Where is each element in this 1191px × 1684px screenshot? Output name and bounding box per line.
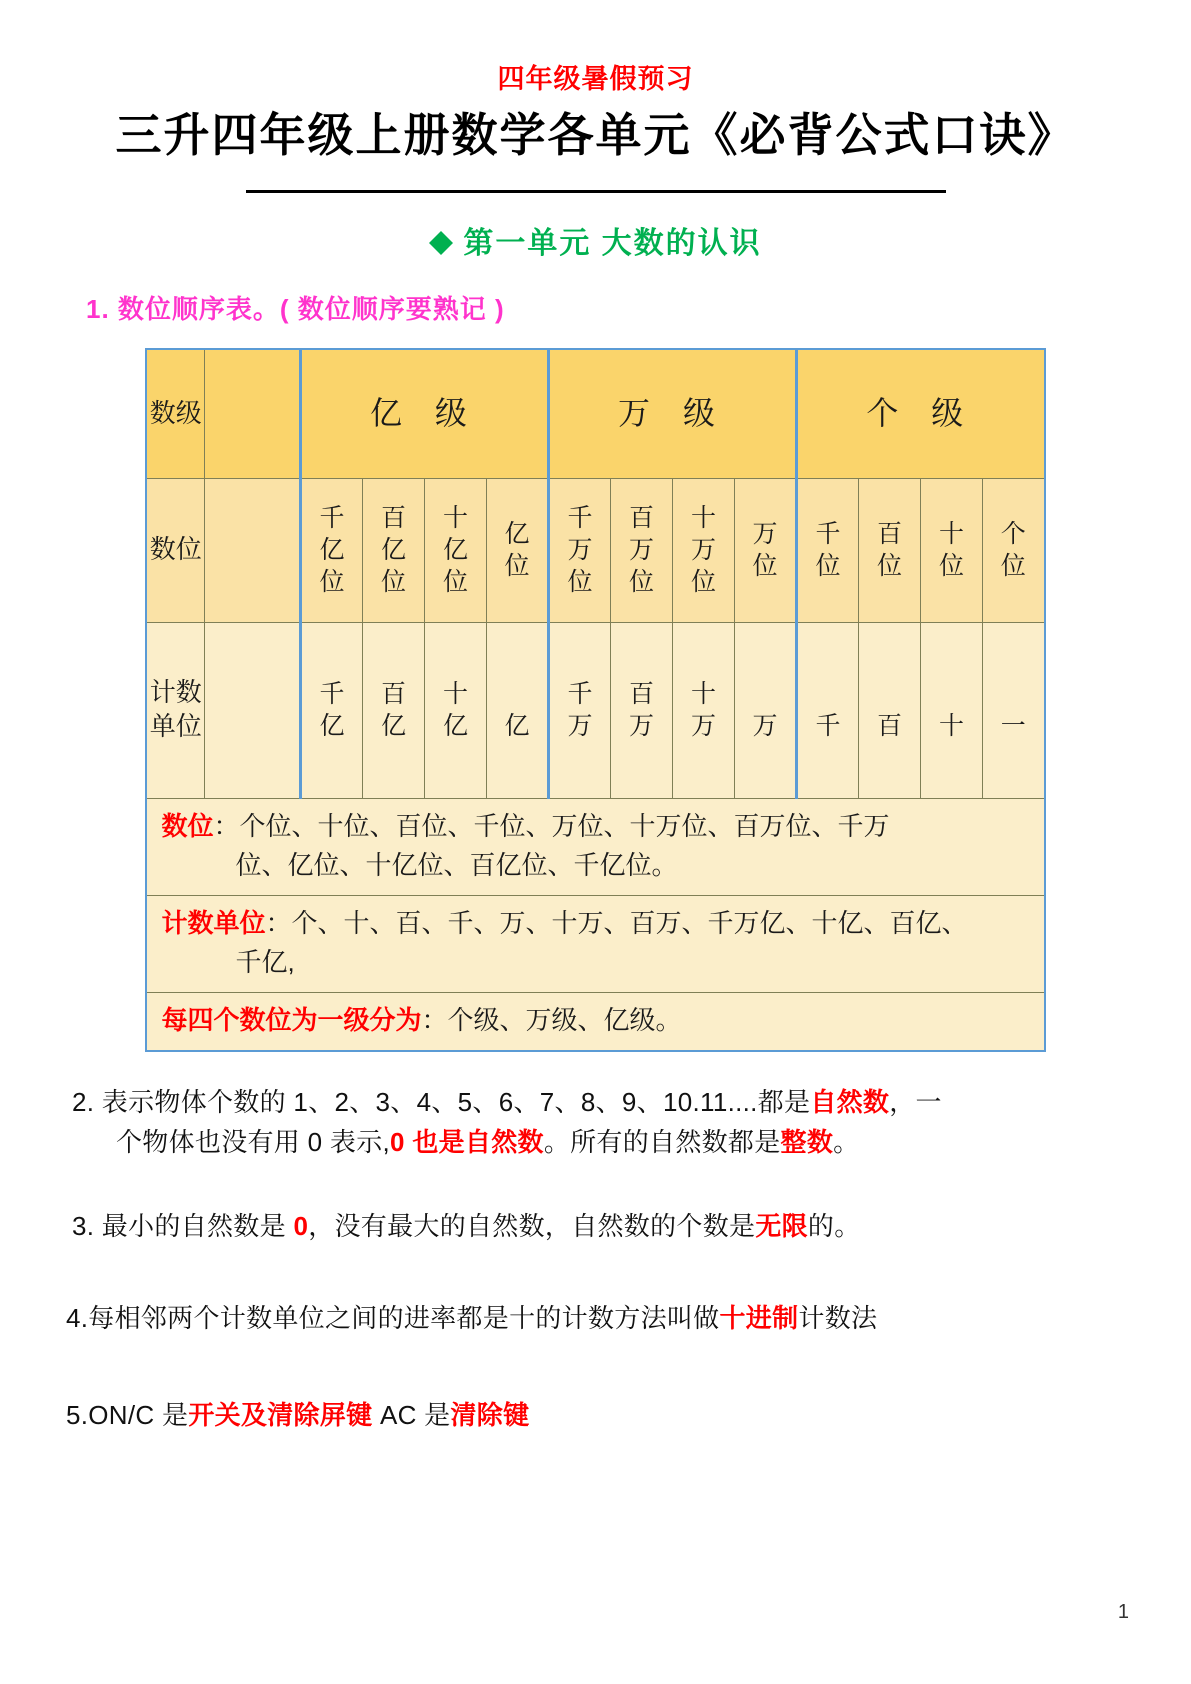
p2-line1-red: 自然数 (810, 1086, 890, 1117)
note-2-cell (146, 895, 1044, 992)
row-label-unit (146, 622, 204, 798)
unit-cell-0 (300, 622, 362, 798)
note-1-colon: ： (213, 810, 240, 841)
pos-2-b: 亿 (442, 536, 468, 565)
pos-9-c: 位 (877, 552, 903, 581)
table-note-row-3 (146, 992, 1044, 1051)
pos-0-a: 千 (319, 504, 345, 533)
p2-line2-c: 。 (833, 1126, 860, 1157)
pos-5-a: 百 (628, 504, 654, 533)
p3-red2: 无限 (755, 1211, 808, 1242)
pos-5-c: 位 (628, 568, 654, 597)
unit-cell-4 (548, 622, 610, 798)
note-1-cell (146, 798, 1044, 895)
unit-11-b: 一 (1000, 712, 1026, 741)
position-cell-10 (921, 478, 983, 622)
page-number: 1 (1117, 1601, 1129, 1623)
p3-c: 的。 (807, 1211, 861, 1242)
pos-11-c: 位 (1000, 552, 1026, 581)
pos-6-c: 位 (690, 568, 716, 597)
pos-8-b: 千 (815, 520, 841, 549)
p5-red2: 清除键 (450, 1399, 530, 1430)
pos-0-b: 亿 (319, 536, 345, 565)
unit-3-b: 亿 (504, 712, 530, 741)
unit-6-b: 万 (690, 712, 716, 741)
paragraph-3 (72, 1206, 1131, 1246)
item-1-heading: 1. 数位顺序表。( 数位顺序要熟记 ) (86, 293, 505, 324)
position-cell-5 (610, 478, 672, 622)
unit-cell-2 (424, 622, 486, 798)
pos-0-c: 位 (319, 568, 345, 597)
unit-cell-9 (859, 622, 921, 798)
paragraph-2 (72, 1082, 1131, 1163)
unit-8-b: 千 (815, 712, 841, 741)
p4-b: 计数法 (798, 1303, 878, 1334)
p2-line1-a: 2. 表示物体个数的 1、2、3、4、5、6、7、8、9、10.11....都是 (72, 1086, 811, 1117)
note-3-line1: 个级、万级、亿级。 (447, 1004, 682, 1035)
unit-blank-cell (204, 622, 300, 798)
note-2-line1: 个、十、百、千、万、十万、百万、千万亿、十亿、百亿、 (291, 907, 968, 938)
unit-2-a: 十 (442, 680, 468, 709)
unit-4-a: 千 (567, 680, 593, 709)
pos-3-b: 亿 (504, 520, 530, 549)
table-note-row-1 (146, 798, 1044, 895)
unit-1-b: 亿 (380, 712, 406, 741)
unit-1-a: 百 (380, 680, 406, 709)
unit-6-a: 十 (690, 680, 716, 709)
note-2-label: 计数单位 (161, 907, 266, 938)
table-note-row-2 (146, 895, 1044, 992)
unit-cell-7 (734, 622, 796, 798)
unit-cell-11 (983, 622, 1045, 798)
group-wan: 万 级 (548, 349, 796, 479)
p2-line2-b: 。所有的自然数都是 (543, 1126, 781, 1157)
pos-10-b: 十 (939, 520, 965, 549)
note-3-colon: ： (421, 1004, 448, 1035)
p4-a: 4.每相邻两个计数单位之间的进率都是十的计数方法叫做 (66, 1303, 720, 1334)
table-row-level (146, 349, 1044, 479)
position-cell-3 (486, 478, 548, 622)
table-row-counting-unit (146, 622, 1044, 798)
note-1-line1: 个位、十位、百位、千位、万位、十万位、百万位、千万 (239, 810, 890, 841)
unit-cell-3 (486, 622, 548, 798)
position-cell-4 (548, 478, 610, 622)
p2-line2-a: 个物体也没有用 0 表示, (116, 1126, 391, 1157)
digit-order-table (145, 348, 1045, 1052)
pos-6-a: 十 (690, 504, 716, 533)
pos-5-b: 万 (628, 536, 654, 565)
position-cell-0 (300, 478, 362, 622)
paragraph-4 (66, 1298, 1131, 1338)
p2-line2 (72, 1122, 1131, 1162)
position-cell-6 (672, 478, 734, 622)
pos-4-c: 位 (567, 568, 593, 597)
table-row-position (146, 478, 1044, 622)
unit-7-b: 万 (752, 712, 778, 741)
p2-line2-red2: 整数 (780, 1126, 834, 1157)
p3-b: ，没有最大的自然数，自然数的个数是 (308, 1211, 756, 1242)
p3-a: 3. 最小的自然数是 (72, 1211, 294, 1242)
p5-a: 5.ON/C 是 (66, 1399, 189, 1430)
row-label-position-c1: 数位 (149, 534, 202, 565)
unit-0-b: 亿 (319, 712, 345, 741)
note-3-cell (146, 992, 1044, 1051)
p2-line1-b: ，一 (889, 1086, 942, 1117)
pos-9-b: 百 (877, 520, 903, 549)
position-cell-2 (424, 478, 486, 622)
p5-red1: 开关及清除屏键 (188, 1399, 373, 1430)
unit-cell-6 (672, 622, 734, 798)
note-1-label: 数位 (161, 810, 214, 841)
unit-5-b: 万 (628, 712, 654, 741)
pos-7-b: 万 (752, 520, 778, 549)
level-blank-cell (204, 349, 300, 479)
p2-line2-red1: 0 也是自然数 (390, 1126, 544, 1157)
row-label-level (146, 349, 204, 479)
unit-heading-label: 第一单元 大数的认识 (463, 226, 762, 260)
unit-10-b: 十 (939, 712, 965, 741)
unit-heading (60, 226, 1131, 260)
unit-5-a: 百 (628, 680, 654, 709)
pos-4-b: 万 (567, 536, 593, 565)
position-cell-8 (797, 478, 859, 622)
unit-cell-5 (610, 622, 672, 798)
p4-red: 十进制 (719, 1303, 799, 1334)
unit-9-b: 百 (877, 712, 903, 741)
unit-4-b: 万 (567, 712, 593, 741)
note-2-colon: ： (265, 907, 292, 938)
diamond-icon (429, 243, 453, 267)
note-1-line2: 位、亿位、十亿位、百亿位、千亿位。 (235, 849, 678, 880)
group-ge: 个 级 (797, 349, 1045, 479)
unit-cell-10 (921, 622, 983, 798)
unit-0-a: 千 (319, 680, 345, 709)
pos-7-c: 位 (752, 552, 778, 581)
group-yi: 亿 级 (300, 349, 548, 479)
pos-11-b: 个 (1000, 520, 1026, 549)
note-3-label: 每四个数位为一级分为 (161, 1004, 422, 1035)
pos-8-c: 位 (815, 552, 841, 581)
p5-b: AC 是 (372, 1399, 451, 1430)
unit-2-b: 亿 (442, 712, 468, 741)
row-label-unit-text: 计数单位 (149, 677, 202, 742)
unit-cell-8 (797, 622, 859, 798)
paragraph-5 (66, 1395, 1131, 1435)
pos-3-c: 位 (504, 552, 530, 581)
kicker-text: 四年级暑假预习 (497, 64, 694, 94)
pos-2-a: 十 (442, 504, 468, 533)
row-label-position (146, 478, 204, 622)
pos-1-c: 位 (380, 568, 406, 597)
pos-2-c: 位 (442, 568, 468, 597)
pos-1-a: 百 (380, 504, 406, 533)
position-blank-cell (204, 478, 300, 622)
pos-1-b: 亿 (380, 536, 406, 565)
row-label-level-c1: 数级 (149, 397, 202, 428)
position-cell-11 (983, 478, 1045, 622)
pos-6-b: 万 (690, 536, 716, 565)
note-2-line2: 千亿, (235, 946, 295, 977)
p3-red1: 0 (293, 1211, 309, 1242)
pos-10-c: 位 (939, 552, 965, 581)
position-cell-9 (859, 478, 921, 622)
title-divider (246, 190, 946, 193)
page-title: 三升四年级上册数学各单元《必背公式口诀》 (115, 108, 1076, 162)
position-cell-1 (362, 478, 424, 622)
position-cell-7 (734, 478, 796, 622)
pos-4-a: 千 (567, 504, 593, 533)
unit-cell-1 (362, 622, 424, 798)
